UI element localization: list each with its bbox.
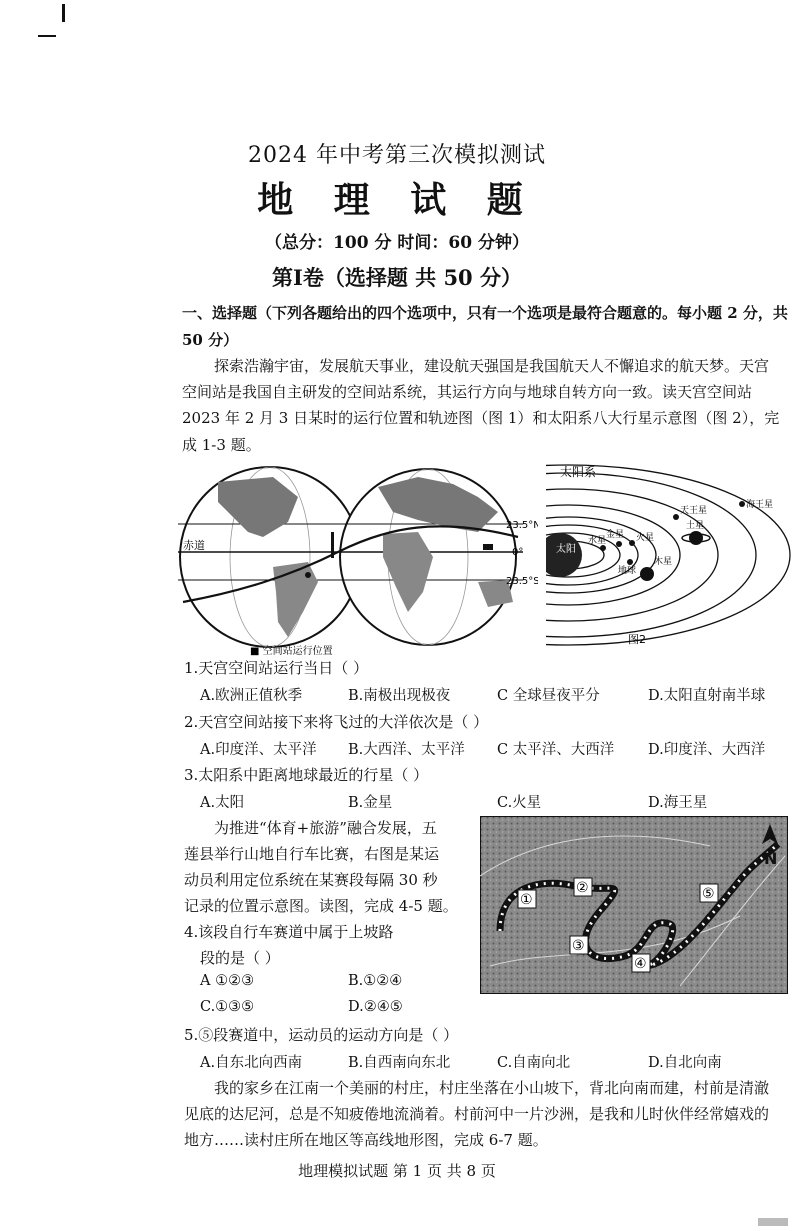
passage-line: 记录的位置示意图。读图，完成 4-5 题。 [184, 897, 458, 915]
route-map-svg [480, 816, 788, 994]
question-4-stem: 4.该段自行车赛道中属于上坡路 [184, 923, 394, 941]
question-4-stem-cont: 段的是（ ） [200, 949, 280, 967]
question-2-stem: 2.天宫空间站接下来将飞过的大洋依次是（ ） [184, 713, 489, 731]
figure1-legend: ■ 空间站运行位置 [250, 646, 333, 657]
sun-label: 太阳 [556, 544, 576, 555]
q3-option-d[interactable]: D.海王星 [648, 795, 708, 811]
passage-line: 我的家乡在江南一个美丽的村庄，村庄坐落在小山坡下，背北向南而建，村前是清澈 [214, 1079, 770, 1097]
q1-option-d[interactable]: D.太阳直射南半球 [648, 688, 766, 704]
q2-option-b[interactable]: B.大西洋、太平洋 [348, 742, 465, 758]
q1-option-c[interactable]: C 全球昼夜平分 [497, 688, 600, 704]
planet-label-saturn: 土星 [686, 521, 705, 531]
equator-degree-label: 0° [512, 547, 524, 558]
q2-option-d[interactable]: D.印度洋、大西洋 [648, 742, 766, 758]
section-instruction-cont: 50 分） [182, 331, 239, 349]
segment-label-1: ① [520, 892, 533, 908]
scan-mark [62, 4, 65, 22]
q4-option-a[interactable]: A ①②③ [200, 973, 255, 989]
figure2-caption: 图2 [628, 633, 646, 646]
earth-icon [627, 559, 633, 565]
section-instruction: 一、选择题（下列各题给出的四个选项中，只有一个选项是最符合题意的。每小题 2 分，共 [182, 304, 788, 322]
orbit [546, 465, 790, 645]
track-segment [331, 532, 334, 558]
passage-line: 2023 年 2 月 3 日某时的运行位置和轨迹图（图 1）和太阳系八大行星示意图（图 2），完 [182, 409, 780, 427]
mars-icon [629, 540, 635, 546]
scan-mark [38, 35, 56, 37]
subject-title: 地 理 试 题 [257, 179, 537, 221]
passage-line: 莲县举行山地自行车比赛，右图是某运 [184, 845, 440, 863]
q4-option-c[interactable]: C.①③⑤ [200, 999, 255, 1015]
planet-label-venus: 金星 [606, 530, 625, 540]
saturn-icon [689, 531, 703, 545]
question-1-stem: 1.天宫空间站运行当日（ ） [184, 659, 369, 677]
sun-icon [546, 533, 582, 577]
uranus-icon [673, 514, 679, 520]
planet-label-earth: 地球 [618, 566, 637, 576]
q5-option-a[interactable]: A.自东北向西南 [200, 1055, 303, 1071]
q2-option-a[interactable]: A.印度洋、太平洋 [200, 742, 317, 758]
score-info: （总分：100 分 时间：60 分钟） [265, 233, 529, 253]
neptune-icon [739, 501, 745, 507]
q3-option-b[interactable]: B.金星 [348, 795, 393, 811]
north-label: N [764, 849, 778, 868]
planet-label-jupiter: 木星 [654, 557, 673, 567]
q4-option-b[interactable]: B.①②④ [348, 973, 403, 989]
exam-title: 2024 年中考第三次模拟测试 [248, 143, 546, 168]
passage-line: 动员利用定位系统在某赛段每隔 30 秒 [184, 871, 438, 889]
jupiter-icon [640, 567, 654, 581]
q5-option-d[interactable]: D.自北向南 [648, 1055, 722, 1071]
q4-option-d[interactable]: D.②④⑤ [348, 999, 403, 1015]
route-map [480, 816, 788, 994]
passage-line: 成 1-3 题。 [182, 436, 261, 454]
planet-label-mars: 火星 [636, 533, 655, 543]
passage-line: 空间站是我国自主研发的空间站系统，其运行方向与地球自转方向一致。读天宫空间站 [182, 383, 753, 401]
q3-option-c[interactable]: C.火星 [497, 795, 542, 811]
segment-label-5: ⑤ [702, 886, 715, 902]
segment-label-2: ② [576, 880, 589, 896]
track-point [305, 572, 311, 578]
hemisphere-map [178, 462, 538, 660]
passage-line: 探索浩瀚宇宙，发展航天事业，建设航天强国是我国航天人不懈追求的航天梦。天宫 [214, 357, 770, 375]
equator-label: 赤道 [183, 539, 205, 552]
passage-line: 见底的达尼河，总是不知疲倦地流淌着。村前河中一片沙洲，是我和儿时伙伴经常嬉戏的 [184, 1105, 770, 1123]
q3-option-a[interactable]: A.太阳 [200, 795, 245, 811]
q5-option-c[interactable]: C.自南向北 [497, 1055, 571, 1071]
q1-option-b[interactable]: B.南极出现极夜 [348, 688, 451, 704]
planet-label-neptune: 海王星 [746, 500, 774, 510]
segment-label-4: ④ [634, 956, 647, 972]
lat-north-label: 23.5°N [506, 520, 538, 531]
page-footer: 地理模拟试题 第 1 页 共 8 页 [298, 1162, 496, 1180]
q5-option-b[interactable]: B.自西南向东北 [348, 1055, 451, 1071]
watermark-stamp [758, 1218, 788, 1226]
station-position-marker [483, 544, 493, 550]
figure-1-hemispheres [178, 462, 538, 660]
q2-option-c[interactable]: C 太平洋、大西洋 [497, 742, 615, 758]
question-3-stem: 3.太阳系中距离地球最近的行星（ ） [184, 766, 429, 784]
question-5-stem: 5.⑤段赛道中，运动员的运动方向是（ ） [184, 1026, 459, 1044]
planet-label-mercury: 水星 [588, 536, 607, 546]
solar-system-diagram [546, 460, 791, 650]
passage-line: 为推进“体育+旅游”融合发展，五 [214, 819, 437, 837]
planet-label-uranus: 天王星 [680, 506, 708, 516]
venus-icon [616, 541, 622, 547]
q1-option-a[interactable]: A.欧洲正值秋季 [200, 688, 303, 704]
passage-line: 地方……读村庄所在地区等高线地形图，完成 6-7 题。 [184, 1131, 548, 1149]
figure-2-solar-system [546, 460, 791, 650]
figure2-title: 太阳系 [560, 465, 597, 479]
lat-south-label: 23.5°S [506, 576, 538, 587]
segment-label-3: ③ [572, 938, 585, 954]
volume-title: 第Ⅰ卷（选择题 共 50 分） [272, 265, 522, 290]
